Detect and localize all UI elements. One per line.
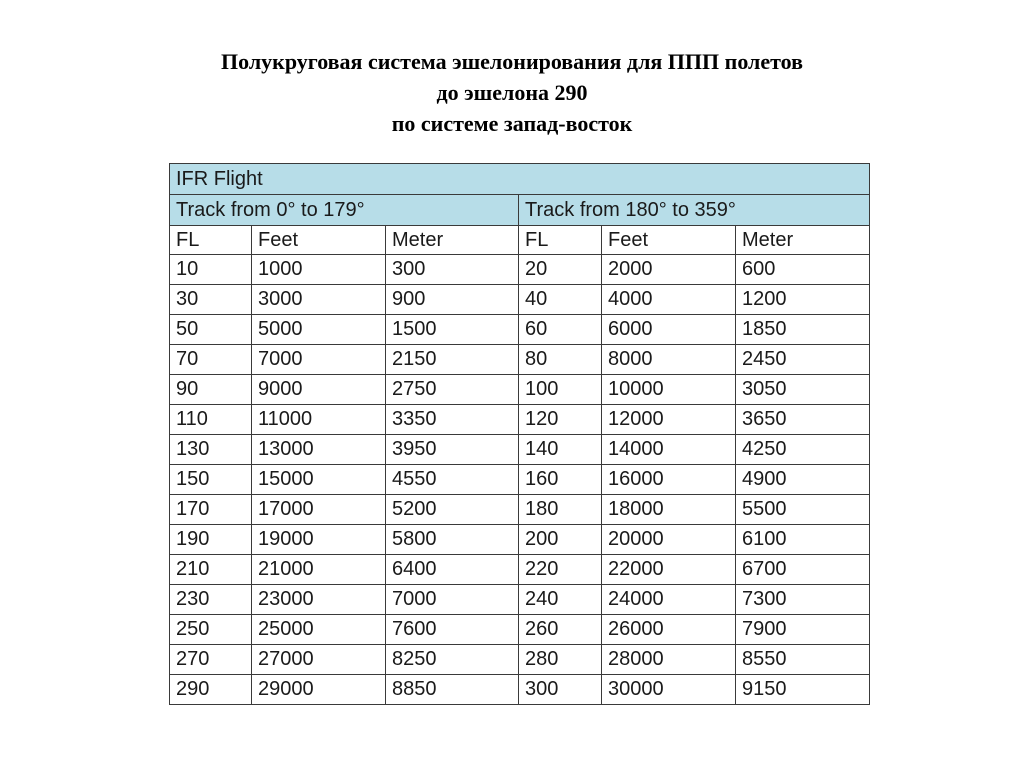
table-row [170, 525, 870, 555]
cell-fl: 20 [519, 255, 602, 285]
cell-meter: 6400 [386, 555, 519, 585]
cell-fl: 40 [519, 285, 602, 315]
cell-meter: 3350 [386, 405, 519, 435]
cell-meter: 4550 [386, 465, 519, 495]
cell-meter: 9150 [736, 675, 870, 705]
cell-fl: 230 [170, 585, 252, 615]
cell-meter: 1850 [736, 315, 870, 345]
cell-fl: 250 [170, 615, 252, 645]
cell-feet: 21000 [252, 555, 386, 585]
table-row [170, 315, 870, 345]
flight-level-table [169, 163, 870, 705]
cell-fl: 190 [170, 525, 252, 555]
cell-feet: 12000 [602, 405, 736, 435]
table-row [170, 495, 870, 525]
table-row [170, 585, 870, 615]
cell-feet: 13000 [252, 435, 386, 465]
cell-meter: 8250 [386, 645, 519, 675]
table-row [170, 555, 870, 585]
cell-meter: 2750 [386, 375, 519, 405]
cell-meter: 5500 [736, 495, 870, 525]
cell-meter: 2450 [736, 345, 870, 375]
cell-fl: 150 [170, 465, 252, 495]
table-row [170, 405, 870, 435]
column-header-row [170, 226, 870, 255]
column-header-fl: FL [519, 226, 602, 255]
cell-meter: 5800 [386, 525, 519, 555]
table-row [170, 435, 870, 465]
cell-meter: 8550 [736, 645, 870, 675]
table-row [170, 345, 870, 375]
column-header-feet: Feet [602, 226, 736, 255]
cell-fl: 220 [519, 555, 602, 585]
table-row [170, 375, 870, 405]
column-header-fl: FL [170, 226, 252, 255]
cell-feet: 24000 [602, 585, 736, 615]
cell-feet: 4000 [602, 285, 736, 315]
cell-fl: 90 [170, 375, 252, 405]
track-group-east-cell: Track from 0° to 179° [170, 195, 519, 226]
cell-feet: 17000 [252, 495, 386, 525]
cell-feet: 5000 [252, 315, 386, 345]
cell-fl: 60 [519, 315, 602, 345]
cell-fl: 240 [519, 585, 602, 615]
cell-meter: 300 [386, 255, 519, 285]
cell-meter: 2150 [386, 345, 519, 375]
cell-meter: 6100 [736, 525, 870, 555]
cell-feet: 30000 [602, 675, 736, 705]
cell-meter: 1200 [736, 285, 870, 315]
cell-meter: 6700 [736, 555, 870, 585]
cell-feet: 26000 [602, 615, 736, 645]
table-row [170, 675, 870, 705]
cell-fl: 280 [519, 645, 602, 675]
cell-fl: 200 [519, 525, 602, 555]
page-title [0, 46, 1024, 139]
cell-feet: 23000 [252, 585, 386, 615]
column-header-feet: Feet [252, 226, 386, 255]
track-group-west-cell: Track from 180° to 359° [519, 195, 870, 226]
cell-feet: 18000 [602, 495, 736, 525]
cell-meter: 5200 [386, 495, 519, 525]
cell-fl: 50 [170, 315, 252, 345]
cell-feet: 28000 [602, 645, 736, 675]
cell-feet: 10000 [602, 375, 736, 405]
table-row [170, 285, 870, 315]
title-line-2: до эшелона 290 [436, 80, 588, 105]
table-title-row [170, 164, 870, 195]
cell-fl: 260 [519, 615, 602, 645]
cell-fl: 160 [519, 465, 602, 495]
column-header-meter: Meter [736, 226, 870, 255]
cell-fl: 170 [170, 495, 252, 525]
cell-feet: 6000 [602, 315, 736, 345]
cell-meter: 7600 [386, 615, 519, 645]
table-header-cell: IFR Flight [170, 164, 870, 195]
cell-meter: 4250 [736, 435, 870, 465]
cell-feet: 27000 [252, 645, 386, 675]
cell-feet: 7000 [252, 345, 386, 375]
cell-meter: 3650 [736, 405, 870, 435]
cell-feet: 16000 [602, 465, 736, 495]
cell-feet: 8000 [602, 345, 736, 375]
cell-feet: 22000 [602, 555, 736, 585]
cell-meter: 7000 [386, 585, 519, 615]
cell-meter: 4900 [736, 465, 870, 495]
cell-fl: 110 [170, 405, 252, 435]
cell-meter: 7300 [736, 585, 870, 615]
cell-feet: 19000 [252, 525, 386, 555]
cell-meter: 1500 [386, 315, 519, 345]
cell-meter: 3050 [736, 375, 870, 405]
cell-meter: 7900 [736, 615, 870, 645]
cell-meter: 900 [386, 285, 519, 315]
cell-meter: 600 [736, 255, 870, 285]
cell-feet: 29000 [252, 675, 386, 705]
cell-feet: 9000 [252, 375, 386, 405]
cell-meter: 3950 [386, 435, 519, 465]
cell-fl: 180 [519, 495, 602, 525]
cell-fl: 270 [170, 645, 252, 675]
table-row [170, 645, 870, 675]
cell-feet: 20000 [602, 525, 736, 555]
title-line-3: по системе запад-восток [391, 111, 633, 136]
cell-feet: 1000 [252, 255, 386, 285]
table-row [170, 255, 870, 285]
cell-fl: 30 [170, 285, 252, 315]
cell-fl: 80 [519, 345, 602, 375]
cell-feet: 14000 [602, 435, 736, 465]
cell-feet: 11000 [252, 405, 386, 435]
cell-feet: 3000 [252, 285, 386, 315]
cell-fl: 210 [170, 555, 252, 585]
track-group-row [170, 195, 870, 226]
table-row [170, 615, 870, 645]
cell-feet: 15000 [252, 465, 386, 495]
title-line-1: Полукруговая система эшелонирования для ППП полетов [221, 49, 803, 74]
cell-fl: 100 [519, 375, 602, 405]
column-header-meter: Meter [386, 226, 519, 255]
table-row [170, 465, 870, 495]
cell-fl: 130 [170, 435, 252, 465]
cell-meter: 8850 [386, 675, 519, 705]
cell-feet: 2000 [602, 255, 736, 285]
cell-fl: 140 [519, 435, 602, 465]
cell-fl: 120 [519, 405, 602, 435]
cell-fl: 70 [170, 345, 252, 375]
cell-fl: 10 [170, 255, 252, 285]
cell-feet: 25000 [252, 615, 386, 645]
cell-fl: 300 [519, 675, 602, 705]
cell-fl: 290 [170, 675, 252, 705]
